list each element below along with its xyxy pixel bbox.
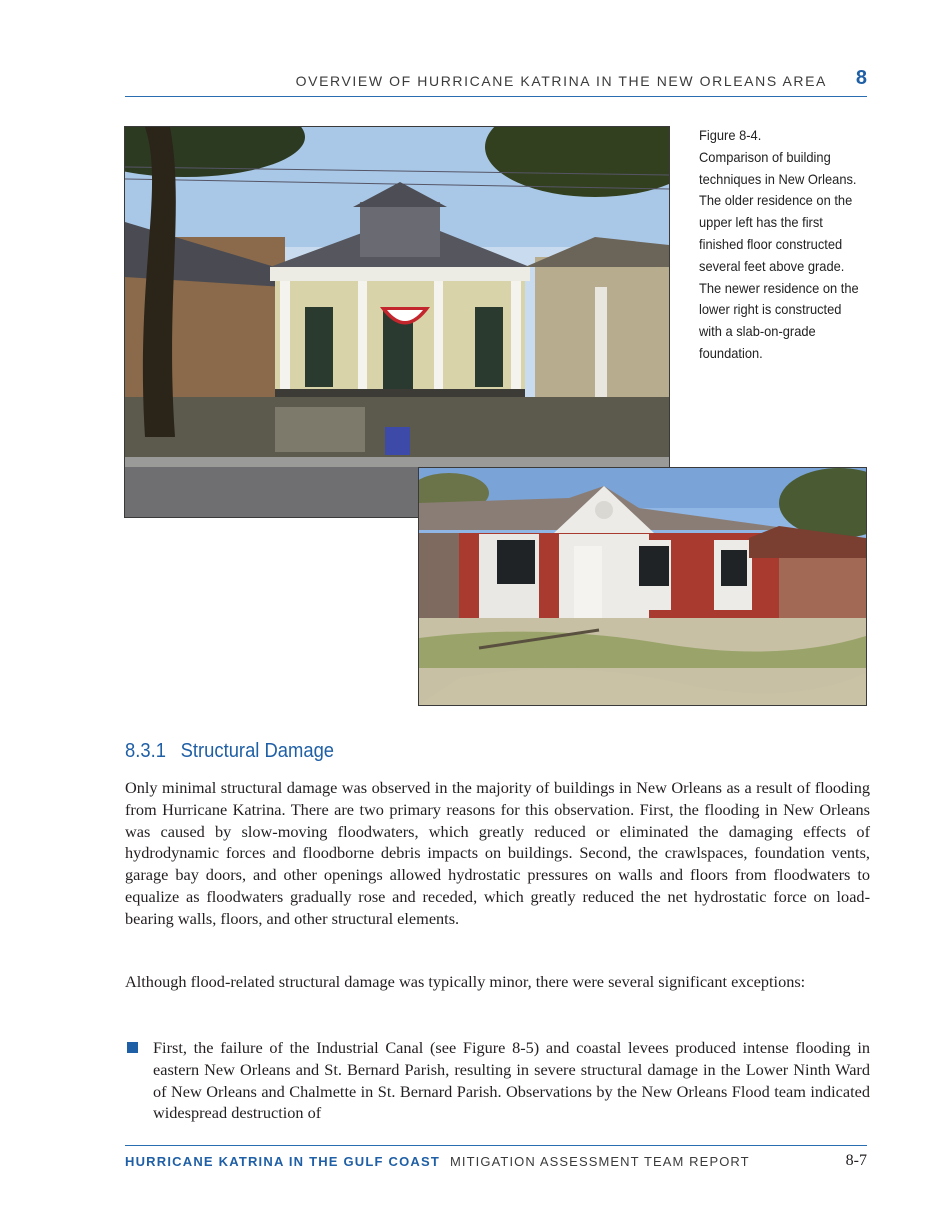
bullet-list-item (125, 1037, 870, 1124)
bullet-square-icon (127, 1042, 138, 1053)
body-paragraph: Although flood-related structural damage was typically minor, there were several significant exceptions: (125, 972, 806, 991)
photo-newer-residence (418, 467, 867, 706)
body-paragraph: Only minimal structural damage was observed in the majority of buildings in New Orleans as a result of flooding from Hurricane Katrina. There are two primary reasons for this observation. First, the flooding in New Orleans was caused by slow-moving floodwaters, which greatly reduced or eliminated the damaging effects of hydrodynamic forces and floodborne debris impacts on buildings. Second, the crawlspaces, foundation vents, garage bay doors, and other openings allowed hydrostatic pressures on walls and floors from floodwaters to equalize as floodwaters gradually rose and receded, which greatly reduced the net hydrostatic force on load-bearing walls, floors, and other structural elements. (125, 778, 870, 928)
running-footer (125, 1145, 867, 1176)
bullet-text: First, the failure of the Industrial Canal (see Figure 8-5) and coastal levees produced intense flooding in eastern New Orleans and St. Bernard Parish, resulting in severe structural damage in the Lower Ninth Ward of New Orleans and Chalmette in St. Bernard Parish. Observations by the New Orleans Flood team indicated widespread destruction of (153, 1038, 870, 1123)
photo-older-residence (124, 126, 670, 518)
header-title: OVERVIEW OF HURRICANE KATRINA IN THE NEW ORLEANS AREA (295, 73, 827, 89)
section-title: Structural Damage (180, 740, 335, 762)
section-number: 8.3.1 (125, 740, 166, 762)
page-number: 8-7 (845, 1152, 867, 1169)
footer-publication-title: HURRICANE KATRINA IN THE GULF COAST (125, 1154, 440, 1169)
running-header (125, 67, 867, 97)
figure-caption: Figure 8-4. Comparison of building techniques in New Orleans. The older residence on the upper left has the first finished floor constructed several feet above grade. The newer residence on the lower right is constructed with a slab-on-grade foundation. (699, 127, 859, 361)
photo-newer-residence-image (419, 468, 866, 705)
chapter-number: 8 (855, 67, 867, 89)
footer-report-name: MITIGATION ASSESSMENT TEAM REPORT (450, 1154, 750, 1169)
section-heading (125, 740, 334, 763)
photo-older-residence-image (125, 127, 669, 517)
